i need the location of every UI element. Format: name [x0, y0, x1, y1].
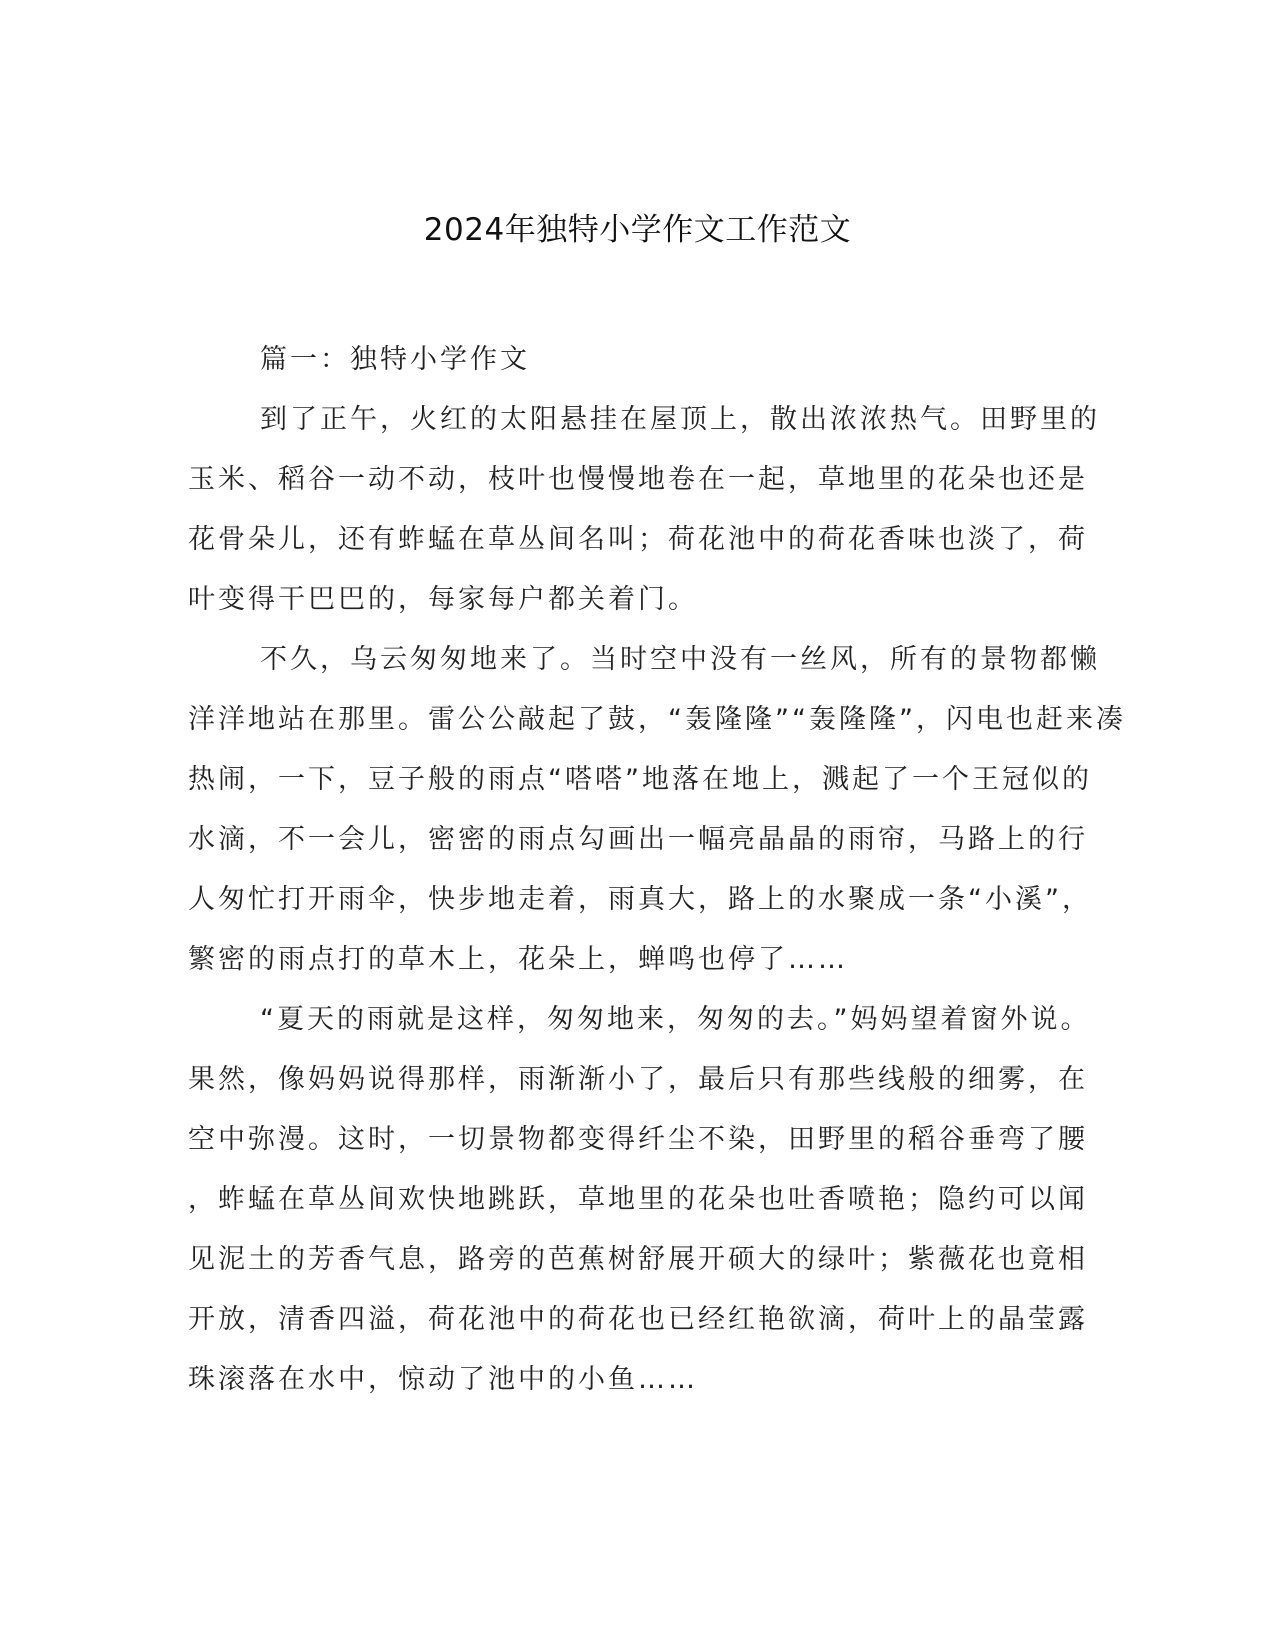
paragraph-line: 见泥土的芳香气息，路旁的芭蕉树舒展开硕大的绿叶；紫薇花也竟相	[188, 1244, 1088, 1275]
section-heading: 篇一：独特小学作文	[260, 344, 530, 375]
paragraph-line: 到了正午，火红的太阳悬挂在屋顶上，散出浓浓热气。田野里的	[260, 404, 1100, 435]
document-body	[188, 330, 1126, 1410]
paragraph-line: 人匆忙打开雨伞，快步地走着，雨真大，路上的水聚成一条“小溪”，	[188, 884, 1092, 915]
paragraph-line: 水滴，不一会儿，密密的雨点勾画出一幅亮晶晶的雨帘，马路上的行	[188, 824, 1088, 855]
document-title: 2024年独特小学作文工作范文	[423, 212, 852, 248]
paragraph-line: 果然，像妈妈说得那样，雨渐渐小了，最后只有那些线般的细雾，在	[188, 1064, 1088, 1095]
paragraph-line: “夏天的雨就是这样，匆匆地来，匆匆的去。”妈妈望着窗外说。	[260, 1004, 1091, 1035]
paragraph-line: 开放，清香四溢，荷花池中的荷花也已经红艳欲滴，荷叶上的晶莹露	[188, 1304, 1088, 1335]
paragraph-line: 叶变得干巴巴的，每家每户都关着门。	[188, 584, 698, 615]
paragraph-line: 热闹，一下，豆子般的雨点“嗒嗒”地落在地上，溅起了一个王冠似的	[188, 764, 1092, 795]
paragraph-line: ，蚱蜢在草丛间欢快地跳跃，草地里的花朵也吐香喷艳；隐约可以闻	[188, 1184, 1088, 1215]
paragraph-line: 玉米、稻谷一动不动，枝叶也慢慢地卷在一起，草地里的花朵也还是	[188, 464, 1088, 495]
paragraph-line: 洋洋地站在那里。雷公公敲起了鼓，“轰隆隆”“轰隆隆”，闪电也赶来凑	[188, 704, 1126, 735]
paragraph-line: 珠滚落在水中，惊动了池中的小鱼……	[188, 1364, 698, 1395]
paragraph-line: 不久，乌云匆匆地来了。当时空中没有一丝风，所有的景物都懒	[260, 644, 1100, 675]
paragraph-line: 花骨朵儿，还有蚱蜢在草丛间名叫；荷花池中的荷花香味也淡了，荷	[188, 524, 1088, 555]
paragraph-line: 繁密的雨点打的草木上，花朵上，蝉鸣也停了……	[188, 944, 848, 975]
paragraph-line: 空中弥漫。这时，一切景物都变得纤尘不染，田野里的稻谷垂弯了腰	[188, 1124, 1088, 1155]
